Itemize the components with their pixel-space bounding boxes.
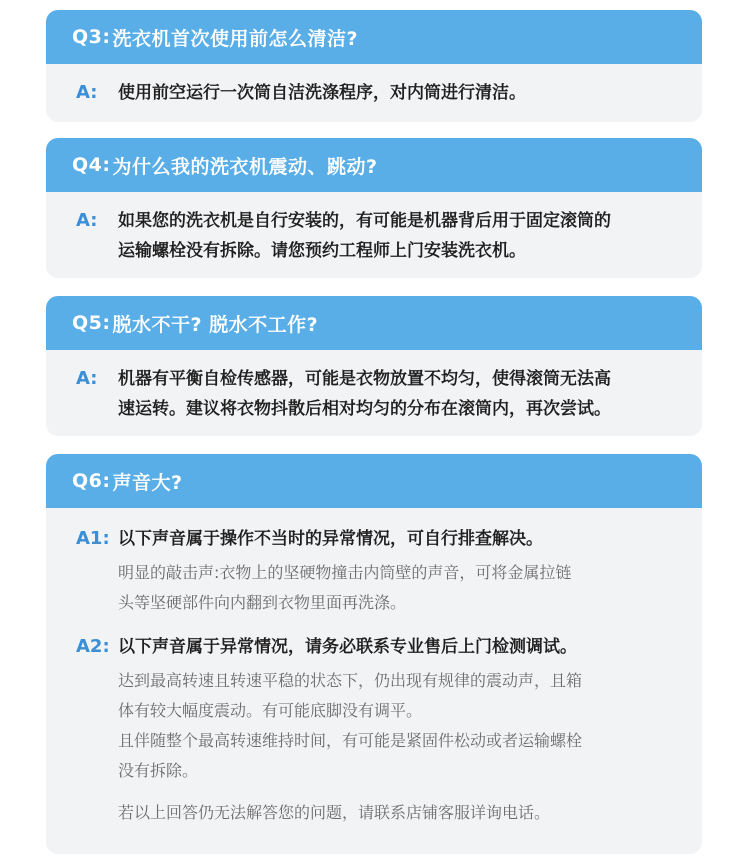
detail-line: 没有拆除。 (118, 761, 199, 780)
answer-label: A: (76, 210, 98, 231)
faq-card-q6 (46, 454, 702, 854)
answer-a2 (46, 632, 702, 662)
answer-a2-detail (46, 666, 702, 828)
answer-label: A: (76, 368, 98, 389)
question-text: 洗衣机首次使用前怎么清洁? (112, 27, 359, 50)
detail-line: 达到最高转速且转速平稳的状态下，仍出现有规律的震动声，且箱 (118, 671, 583, 690)
detail-line: 明显的敲击声:衣物上的坚硬物撞击内筒壁的声音，可将金属拉链 (118, 563, 572, 582)
faq-card-q4 (46, 138, 702, 278)
question-bar (46, 10, 702, 64)
detail-line: 且伴随整个最高转速维持时间，有可能是紧固件松动或者运输螺栓 (118, 731, 583, 750)
answer-a2-text: 以下声音属于异常情况，请务必联系专业售后上门检测调试。 (118, 637, 577, 657)
question-label: Q6: (72, 470, 111, 492)
answer-a2-label: A2: (76, 636, 110, 657)
answer-line: 机器有平衡自检传感器，可能是衣物放置不均匀，使得滚筒无法高 (118, 369, 611, 389)
answer-a1-label: A1: (76, 528, 110, 549)
faq-card-q3 (46, 10, 702, 122)
answer-line: 运输螺栓没有拆除。请您预约工程师上门安装洗衣机。 (118, 241, 526, 261)
question-bar (46, 296, 702, 350)
question-text: 为什么我的洗衣机震动、跳动? (112, 155, 378, 178)
detail-line: 体有较大幅度震动。有可能底脚没有调平。 (118, 701, 423, 720)
question-text: 脱水不干? 脱水不工作? (112, 313, 319, 336)
question-label: Q4: (72, 154, 111, 176)
answer (46, 206, 702, 266)
answer-label: A: (76, 82, 98, 103)
answer (46, 78, 702, 108)
footer-note: 若以上回答仍无法解答您的问题，请联系店铺客服详询电话。 (118, 803, 551, 822)
question-text: 声音大? (112, 471, 183, 494)
answer-line: 速运转。建议将衣物抖散后相对均匀的分布在滚筒内，再次尝试。 (118, 399, 611, 419)
question-bar (46, 138, 702, 192)
question-label: Q3: (72, 26, 111, 48)
detail-line: 头等坚硬部件向内翻到衣物里面再洗涤。 (118, 593, 407, 612)
answer (46, 364, 702, 424)
answer-line: 使用前空运行一次筒自洁洗涤程序，对内筒进行清洁。 (118, 83, 526, 103)
answer-a1-text: 以下声音属于操作不当时的异常情况，可自行排查解决。 (118, 529, 543, 549)
question-bar (46, 454, 702, 508)
faq-card-q5 (46, 296, 702, 436)
answer-line: 如果您的洗衣机是自行安装的，有可能是机器背后用于固定滚筒的 (118, 211, 611, 231)
question-label: Q5: (72, 312, 111, 334)
answer-a1 (46, 524, 702, 554)
answer-a1-detail (46, 558, 702, 618)
